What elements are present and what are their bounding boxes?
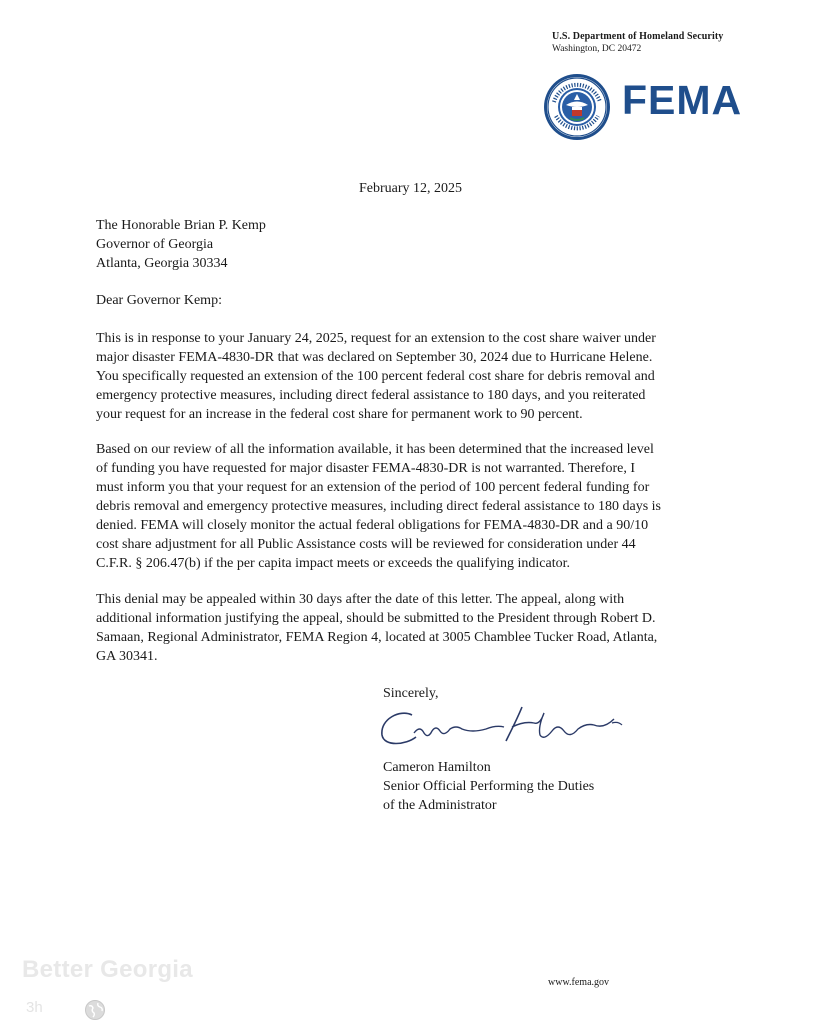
watermark-text: Better Georgia (22, 956, 193, 983)
closing: Sincerely, (383, 686, 439, 701)
letter-date: February 12, 2025 (359, 181, 463, 196)
signer-title: of the Administrator (383, 798, 497, 813)
salutation: Dear Governor Kemp: (96, 293, 222, 308)
paragraph-line: This is in response to your January 24, 2025, request for an extension to the cost share waiver under (96, 331, 656, 346)
signer-block (383, 758, 594, 815)
recipient-line: Atlanta, Georgia 30334 (96, 256, 228, 271)
paragraph-line: GA 30341. (96, 649, 158, 664)
handwritten-signature (372, 697, 637, 753)
signer-title: Senior Official Performing the Duties (383, 779, 595, 794)
department-address: Washington, DC 20472 (552, 44, 642, 54)
paragraph-line: major disaster FEMA-4830-DR that was declared on September 30, 2024 due to Hurricane Helene. (96, 350, 653, 365)
paragraph-line: Samaan, Regional Administrator, FEMA Region 4, located at 3005 Chamblee Tucker Road, Atlanta, (96, 630, 658, 645)
paragraph-line: of funding you have requested for major disaster FEMA-4830-DR is not warranted. Therefore, I (96, 461, 635, 476)
paragraph-line: This denial may be appealed within 30 days after the date of this letter. The appeal, along with (96, 592, 625, 607)
paragraph-line: You specifically requested an extension of the 100 percent federal cost share for debris removal and (96, 369, 655, 384)
globe-icon (84, 999, 106, 1021)
signer-name: Cameron Hamilton (383, 760, 491, 775)
paragraph-line: must inform you that your request for an extension of the period of 100 percent federal funding for (96, 480, 650, 495)
paragraph-line: additional information justifying the appeal, should be submitted to the President through Robert D. (96, 611, 656, 626)
recipient-line: The Honorable Brian P. Kemp (96, 218, 266, 233)
paragraph-line: emergency protective measures, including direct federal assistance to 180 days, and you reiterated (96, 388, 646, 403)
footer-website: www.fema.gov (548, 977, 610, 988)
paragraph-line: cost share adjustment for all Public Assistance costs will be reviewed for consideration under 44 (96, 537, 636, 552)
recipient-line: Governor of Georgia (96, 237, 214, 252)
paragraph-line: denied. FEMA will closely monitor the actual federal obligations for FEMA-4830-DR and a 90/10 (96, 518, 649, 533)
paragraph-line: your request for an increase in the federal cost share for permanent work to 90 percent. (96, 407, 583, 422)
fema-logo: FEMA (622, 77, 743, 123)
paragraph-line: C.F.R. § 206.47(b) if the per capita impact meets or exceeds the qualifying indicator. (96, 556, 570, 571)
post-timestamp: 3h (26, 999, 43, 1016)
body-paragraph (96, 590, 736, 666)
paragraph-line: debris removal and emergency protective measures, including direct federal assistance to 180 days is (96, 499, 661, 514)
paragraph-line: Based on our review of all the information available, it has been determined that the increased level (96, 442, 654, 457)
department-name: U.S. Department of Homeland Security (552, 31, 724, 42)
recipient-address (96, 216, 266, 273)
dhs-seal-icon (542, 72, 612, 142)
body-paragraph (96, 440, 736, 573)
body-paragraph (96, 329, 736, 424)
